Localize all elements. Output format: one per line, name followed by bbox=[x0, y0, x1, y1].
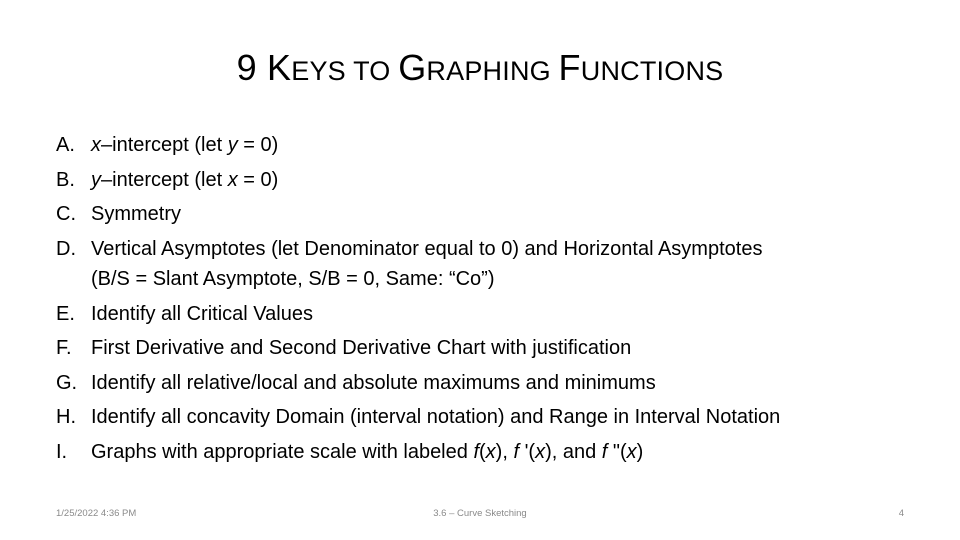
title-part2-big: G bbox=[398, 47, 427, 88]
y-variable: y bbox=[91, 168, 101, 191]
title-part2-small: RAPHING bbox=[426, 56, 559, 86]
f-variable: f bbox=[513, 440, 520, 463]
list-letter: A. bbox=[56, 134, 75, 156]
list-letter: G. bbox=[56, 371, 78, 394]
text-fragment: ) bbox=[636, 440, 644, 463]
list-item-c bbox=[56, 197, 936, 232]
list-item-g bbox=[56, 366, 936, 401]
list-item-d bbox=[56, 232, 936, 267]
text-fragment: '( bbox=[519, 440, 536, 463]
footer-date: 1/25/2022 4:36 PM bbox=[56, 508, 137, 519]
list-item-h bbox=[56, 400, 936, 435]
keys-list bbox=[56, 128, 936, 469]
x-variable: x bbox=[535, 440, 546, 463]
list-letter: E. bbox=[56, 302, 75, 325]
x-variable: x bbox=[485, 440, 496, 463]
list-item-b bbox=[56, 163, 936, 198]
list-item-text: Identify all concavity Domain (interval notation) and Range in Interval Notation bbox=[91, 406, 781, 428]
list-item-text: Identify all Critical Values bbox=[91, 302, 313, 325]
list-item-text: First Derivative and Second Derivative Chart with justification bbox=[91, 337, 632, 359]
list-item-text bbox=[91, 163, 936, 198]
list-item-f bbox=[56, 331, 936, 366]
list-letter: I. bbox=[56, 440, 68, 463]
list-item-continuation: (B/S = Slant Asymptote, S/B = 0, Same: “Co”) bbox=[91, 268, 495, 290]
title-part1-big: 9 K bbox=[236, 47, 292, 88]
title-part1-small: EYS TO bbox=[291, 56, 399, 86]
text-fragment: –intercept (let bbox=[101, 134, 228, 156]
f-variable: f bbox=[601, 440, 608, 463]
list-letter: F. bbox=[56, 337, 72, 359]
footer-page-number: 4 bbox=[898, 508, 904, 519]
y-variable: y bbox=[227, 134, 238, 156]
text-fragment: "( bbox=[607, 440, 627, 463]
list-item-text: Identify all relative/local and absolute maximums and minimums bbox=[91, 371, 656, 394]
text-fragment: Graphs with appropriate scale with labeled bbox=[91, 440, 474, 463]
title-part3-small: UNCTIONS bbox=[580, 56, 724, 86]
x-variable: x bbox=[91, 134, 101, 156]
title-part3-big: F bbox=[558, 47, 581, 88]
slide-title bbox=[0, 46, 960, 93]
list-letter: H. bbox=[56, 406, 76, 428]
footer-section: 3.6 – Curve Sketching bbox=[433, 508, 527, 519]
text-fragment: –intercept (let bbox=[101, 168, 228, 191]
list-letter: C. bbox=[56, 203, 76, 225]
text-fragment: ), bbox=[495, 440, 514, 463]
f-variable: f bbox=[473, 440, 479, 463]
list-item-e bbox=[56, 297, 936, 332]
list-item-text: Vertical Asymptotes (let Denominator equal to 0) and Horizontal Asymptotes bbox=[91, 237, 763, 260]
list-item-i bbox=[56, 435, 936, 470]
text-fragment: ( bbox=[479, 440, 486, 463]
x-variable: x bbox=[626, 440, 637, 463]
list-item-text bbox=[91, 128, 936, 163]
text-fragment: = 0) bbox=[237, 168, 279, 191]
text-fragment: ), and bbox=[545, 440, 602, 463]
list-item-a bbox=[56, 128, 936, 163]
text-fragment: = 0) bbox=[237, 134, 279, 156]
list-letter: B. bbox=[56, 168, 75, 191]
list-letter: D. bbox=[56, 237, 76, 260]
x-variable: x bbox=[227, 168, 238, 191]
list-item-text bbox=[91, 435, 936, 470]
list-item-text: Symmetry bbox=[91, 203, 181, 225]
